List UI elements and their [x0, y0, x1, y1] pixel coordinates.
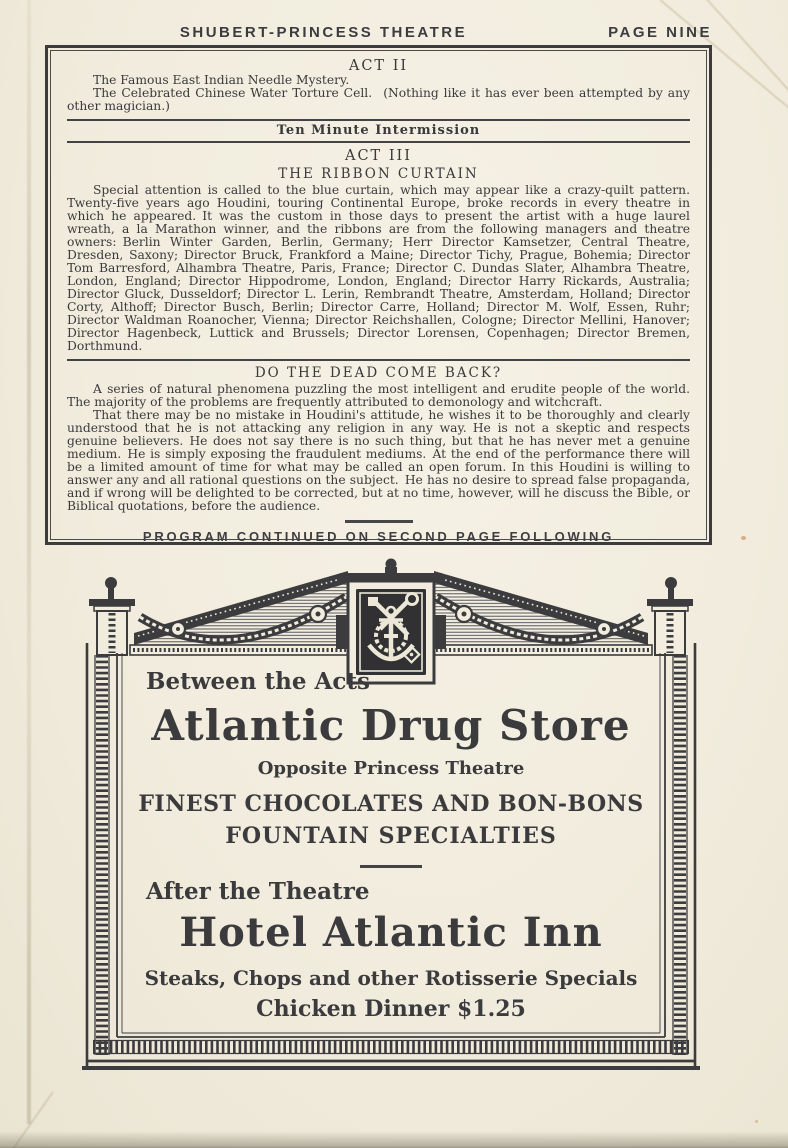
scan-edge-shadow: [0, 1131, 788, 1148]
anchor-key-crest-icon: [336, 559, 446, 684]
drugstore-line1: FINEST CHOCOLATES AND BON-BONS: [138, 791, 644, 817]
paper-speck: [741, 536, 746, 540]
seance-paragraph-2: That there may be no mistake in Houdini's attitude, he wishes it to be thoroughly and clearly understood that he is not attacking any religion in any way. He is not a skeptic and respects genuine believers. He does not say there is no such thing, but that he has never met a genuine medium. He is simply exposing the fraudulent mediums. At the end of the performance there will be a limited amount of time for what may be called an open forum. In this Houdini is willing to answer any and all rational questions on the subject. He has no desire to spread false propaganda, and if wrong will be delighted to be corrected, but at no time, however, will he discuss the Bible, or Biblical quotations, before the audience.: [67, 408, 690, 513]
ad-content: [138, 668, 644, 1044]
intermission-label: Ten Minute Intermission: [276, 123, 481, 138]
seance-heading: DO THE DEAD COME BACK?: [254, 365, 503, 381]
section-rule: [67, 359, 690, 361]
short-rule: [345, 520, 413, 523]
hotel-line1: Steaks, Chops and other Rotisserie Specials: [144, 966, 638, 990]
hotel-title: Hotel Atlantic Inn: [179, 909, 603, 956]
act2-heading: ACT II: [348, 58, 409, 74]
hotel-line2: Chicken Dinner $1.25: [256, 996, 526, 1022]
page-header: [45, 24, 712, 44]
drugstore-kicker: Between the Acts: [146, 668, 370, 695]
ribbon-curtain-heading: THE RIBBON CURTAIN: [278, 166, 479, 182]
section-rule: [67, 141, 690, 143]
theatre-name: SHUBERT-PRINCESS THEATRE: [179, 24, 468, 41]
act2-line1: The Famous East Indian Needle Mystery.: [93, 73, 350, 87]
program-box-inner: [50, 50, 707, 544]
pediment-right: [434, 571, 693, 655]
ribbon-curtain-paragraph: Special attention is called to the blue curtain, which may appear like a crazy-quilt pattern. Twenty-five years ago Houdini, touring Continental Europe, broke records in every theatre in which he appeared. It was the custom in those days to present the artist with a huge laurel wreath, a la Marathon winner, and the ribbons are from the following managers and theatre owners: Berlin Winter Garden, Berlin, Germany; Herr Director Kamsetzer, Central Theatre, Dresden, Saxony; Director Bruck, Frankford a Maine; Director Tichy, Prague, Bohemia; Director Tom Barresford, Alhambra Theatre, Paris, France; Director C. Dundas Slater, Alhambra Theatre, London, England; Director Hippodrome, London, England; Director Harry Rickards, Australia; Director Gluck, Dusseldorf; Director L. Lerin, Rembrandt Theatre, Amsterdam, Holland; Director Corty, Althoff; Director Busch, Berlin; Director Carre, Holland; Director M. Wolf, Essen, Ruhr; Director Waldman Roanocher, Vienna; Director Reichshallen, Cologne; Director Mellini, Hanover; Director Hagenbeck, Luttick and Brussels; Director Lorensen, Copenhagen; Director Bremen, Dorthmund.: [67, 183, 690, 353]
act2-line2: The Celebrated Chinese Water Torture Cell. (Nothing like it has ever been attempted by any other magician.): [67, 86, 690, 113]
program-box: [45, 45, 712, 545]
drugstore-title: Atlantic Drug Store: [151, 701, 631, 750]
page-number: PAGE NINE: [608, 24, 712, 41]
drugstore-subtitle: Opposite Princess Theatre: [257, 758, 525, 779]
advertisement: [80, 556, 702, 1078]
pediment-left: [89, 571, 348, 655]
hotel-kicker: After the Theatre: [146, 878, 370, 905]
act3-heading: ACT III: [344, 148, 413, 164]
ad-divider-rule: [360, 865, 422, 868]
paper-speck: [755, 1120, 758, 1123]
paper-crease: [27, 0, 31, 1124]
seance-paragraph-1: A series of natural phenomena puzzling the most intelligent and erudite people of the world. The majority of the problems are frequently attributed to demonology and witchcraft.: [67, 382, 690, 409]
program-continued-note: PROGRAM CONTINUED ON SECOND PAGE FOLLOWING: [142, 529, 615, 544]
drugstore-line2: FOUNTAIN SPECIALTIES: [225, 823, 557, 849]
